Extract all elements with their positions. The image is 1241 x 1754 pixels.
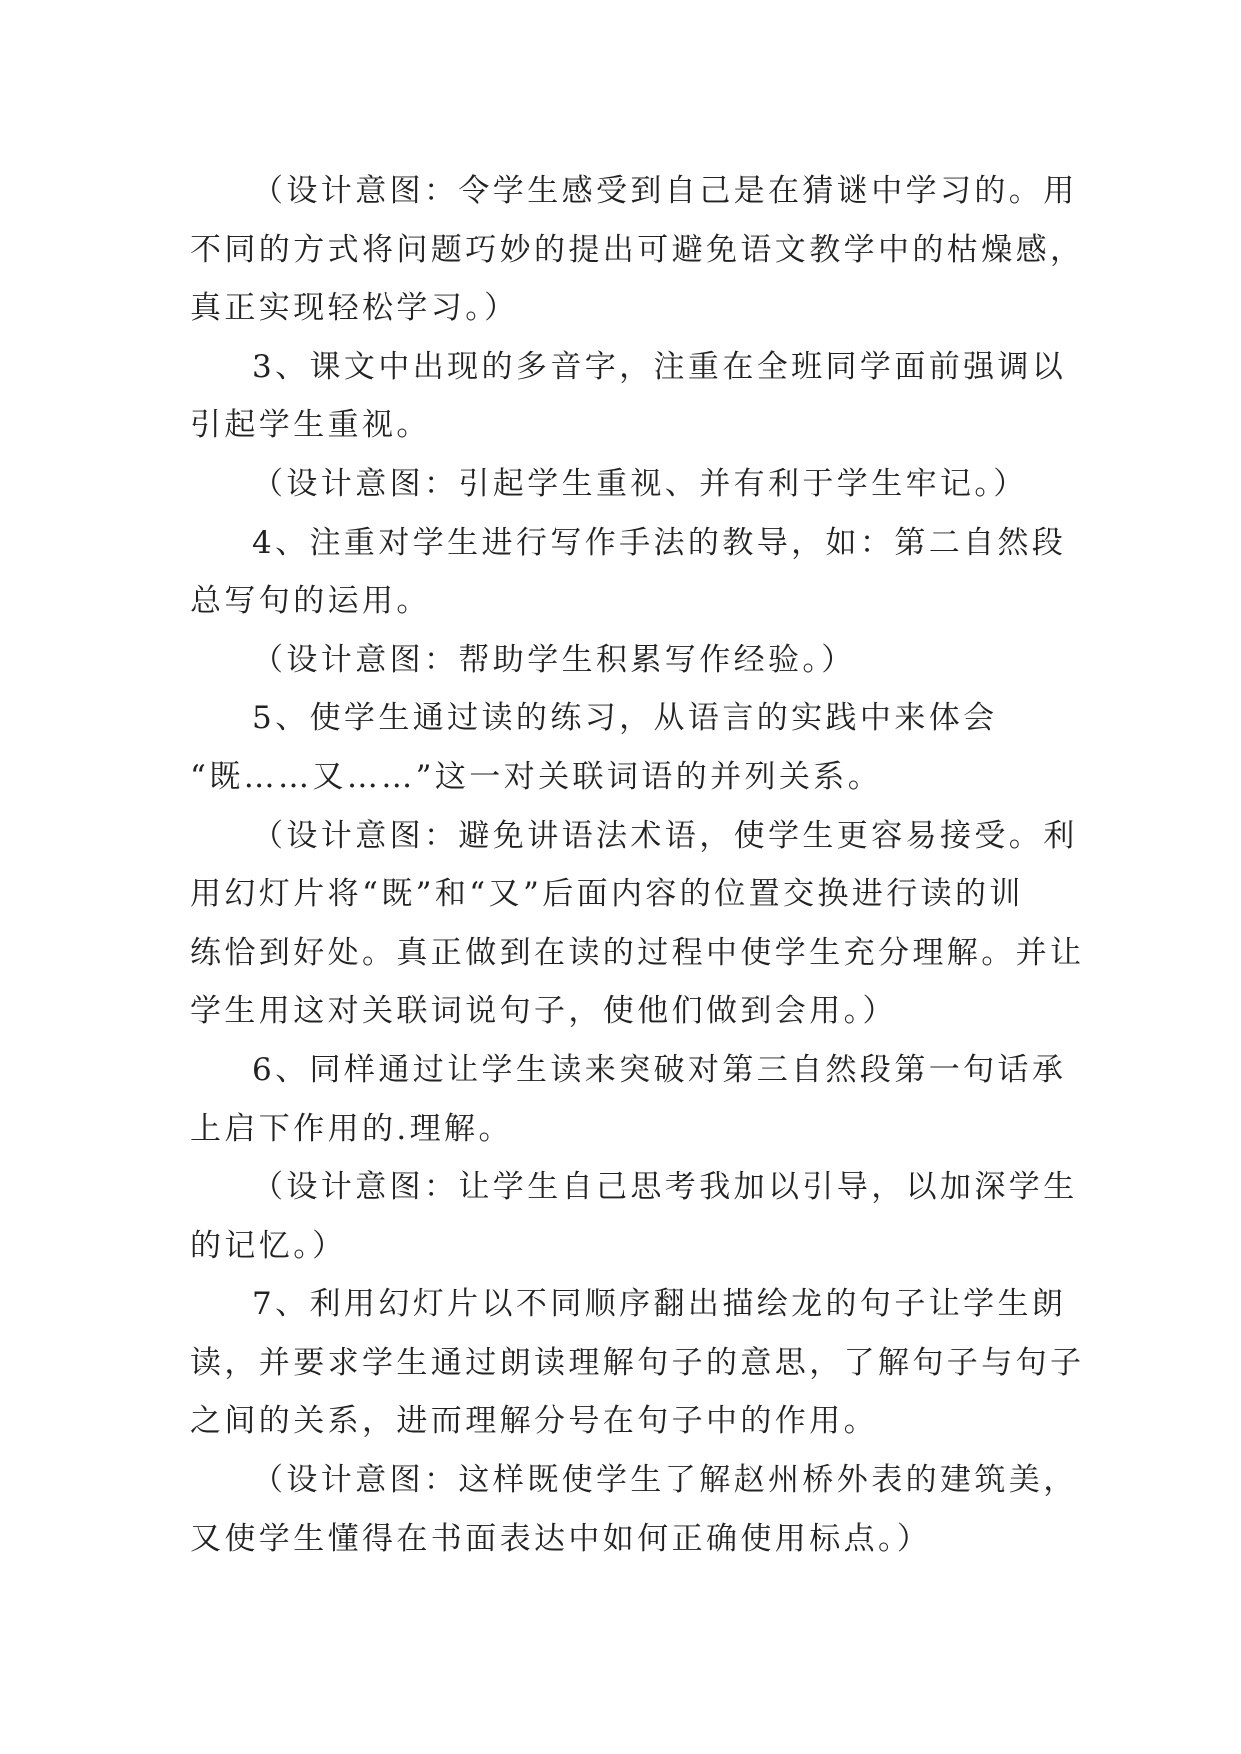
text-line: 学生用这对关联词说句子，使他们做到会用。）	[190, 993, 897, 1030]
paragraph-design-intent-3	[190, 455, 1060, 514]
text-line: 不同的方式将问题巧妙的提出可避免语文教学中的枯燥感，	[190, 231, 1085, 268]
text-line: 4、注重对学生进行写作手法的教导，如：第二自然段	[252, 524, 1067, 561]
text-line: （设计意图：让学生自己思考我加以引导，以加深学生	[252, 1169, 1078, 1206]
paragraph-design-intent-4	[190, 631, 1060, 690]
text-line: 上启下作用的.理解。	[190, 1110, 513, 1147]
text-line: 之间的关系，进而理解分号在句子中的作用。	[190, 1403, 878, 1440]
paragraph-step-7	[190, 1275, 1085, 1451]
paragraph-design-intent-1	[190, 162, 1085, 338]
paragraph-step-3	[190, 338, 1067, 455]
text-line: “既……又……”这一对关联词语的并列关系。	[190, 758, 883, 795]
text-line: （设计意图：这样既使学生了解赵州桥外表的建筑美，	[252, 1462, 1078, 1499]
text-line: （设计意图：引起学生重视、并有利于学生牢记。）	[252, 465, 1028, 502]
text-line: （设计意图：避免讲语法术语，使学生更容易接受。利	[252, 817, 1078, 854]
paragraph-design-intent-7	[190, 1451, 1078, 1568]
text-line: 练恰到好处。真正做到在读的过程中使学生充分理解。并让	[190, 934, 1085, 971]
paragraph-design-intent-5	[190, 807, 1085, 1041]
paragraph-step-5	[190, 689, 1060, 806]
text-line: 的记忆。）	[190, 1227, 347, 1264]
paragraph-step-6	[190, 1041, 1067, 1158]
text-line: 引起学生重视。	[190, 407, 431, 444]
text-line: 总写句的运用。	[190, 583, 431, 620]
text-line: 3、课文中出现的多音字，注重在全班同学面前强调以	[252, 348, 1067, 385]
text-line: （设计意图：帮助学生积累写作经验。）	[252, 641, 856, 678]
text-line: 真正实现轻松学习。）	[190, 290, 519, 327]
text-line: 读，并要求学生通过朗读理解句子的意思，了解句子与句子	[190, 1344, 1085, 1381]
text-line: 5、使学生通过读的练习，从语言的实践中来体会	[252, 700, 998, 737]
text-line: （设计意图：令学生感受到自己是在猜谜中学习的。用	[252, 173, 1078, 209]
text-line: 用幻灯片将“既”和“又”后面内容的位置交换进行读的训	[190, 876, 1024, 913]
paragraph-design-intent-6	[190, 1158, 1078, 1275]
paragraph-step-4	[190, 514, 1067, 631]
document-body	[190, 162, 1085, 1568]
text-line: 6、同样通过让学生读来突破对第三自然段第一句话承	[252, 1051, 1067, 1088]
text-line: 7、利用幻灯片以不同顺序翻出描绘龙的句子让学生朗	[252, 1286, 1067, 1323]
text-line: 又使学生懂得在书面表达中如何正确使用标点。）	[190, 1520, 932, 1557]
